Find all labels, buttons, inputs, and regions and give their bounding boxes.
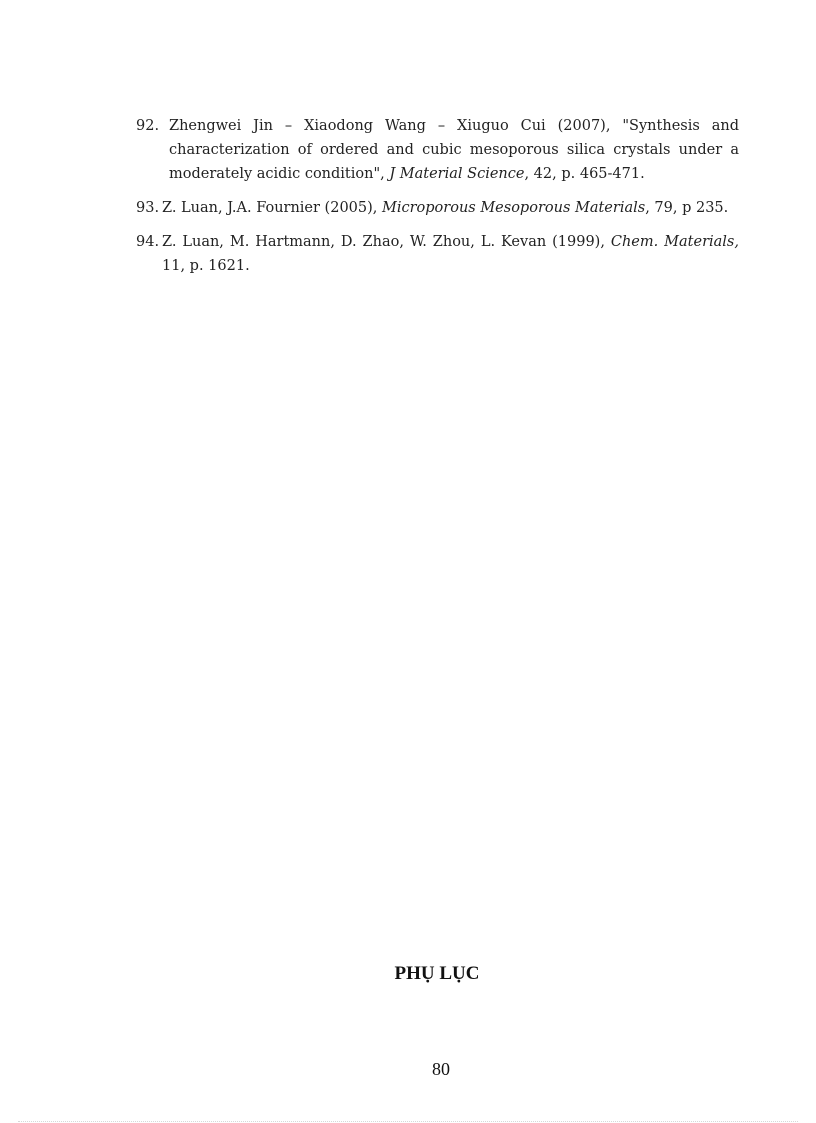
reference-number: 92. bbox=[136, 118, 160, 134]
reference-details: , 79, p 235. bbox=[645, 200, 729, 216]
reference-authors-title: Zhengwei Jin – Xiaodong Wang – Xiuguo Cui (2007), "Synthesis and bbox=[169, 118, 739, 134]
reference-item-94 bbox=[136, 230, 739, 278]
section-title: PHỤ LỤC bbox=[394, 963, 480, 984]
reference-journal: Chem. Materials, bbox=[610, 234, 739, 250]
reference-list bbox=[136, 114, 739, 278]
reference-number: 94. bbox=[136, 234, 160, 250]
reference-item-92 bbox=[136, 114, 739, 186]
reference-item-93 bbox=[136, 196, 739, 220]
page-number: 80 bbox=[432, 1059, 450, 1079]
reference-text bbox=[162, 196, 739, 220]
reference-text bbox=[169, 114, 739, 186]
reference-journal: Microporous Mesoporous Materials bbox=[382, 200, 646, 216]
reference-details: , 42, p. 465-471. bbox=[524, 166, 645, 182]
reference-authors-year: Z. Luan, M. Hartmann, D. Zhao, W. Zhou, L. Kevan (1999), bbox=[162, 234, 611, 250]
reference-journal: J Material Science bbox=[389, 166, 525, 182]
reference-number: 93. bbox=[136, 200, 160, 216]
reference-details: 11, p. 1621. bbox=[162, 258, 250, 274]
page-bottom-dotted-rule bbox=[18, 1121, 798, 1122]
reference-text bbox=[162, 230, 739, 278]
reference-authors-year: Z. Luan, J.A. Fournier (2005), bbox=[162, 200, 382, 216]
reference-title-continued: characterization of ordered and cubic mesoporous silica crystals under a moderately acidic condition", bbox=[169, 142, 739, 182]
